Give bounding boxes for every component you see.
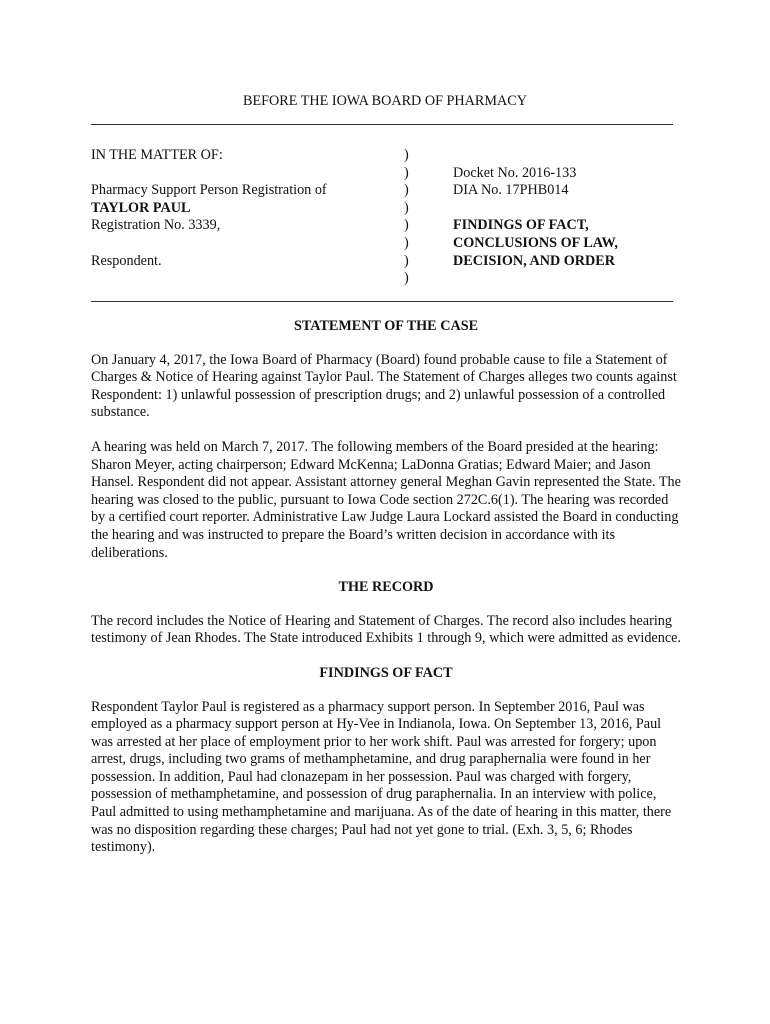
statement-heading: STATEMENT OF THE CASE [293,318,479,334]
board-title: BEFORE THE IOWA BOARD OF PHARMACY [243,93,527,109]
docket-number: Docket No. 2016-133 [453,164,577,181]
caption-right [453,147,693,270]
record-heading: THE RECORD [338,579,434,596]
respondent-label: Respondent. [91,252,162,269]
paren: ) [404,270,409,287]
caption-spacer [453,147,693,165]
caption-spacer [91,165,391,183]
caption-top-rule [91,124,673,125]
registration-of: Pharmacy Support Person Registration of [91,182,327,199]
document-title-line2: CONCLUSIONS OF LAW, [453,234,618,251]
findings-heading: FINDINGS OF FACT [319,664,453,681]
document-body [91,318,681,874]
record-paragraph-1: The record includes the Notice of Hearing and Statement of Charges. The record also includes hearing testimony of Jean Rhodes. The State introduced Exhibits 1 through 9, which were admitted as evidence. [91,612,681,647]
caption-left [91,147,391,270]
paren: ) [404,217,409,234]
respondent-name: TAYLOR PAUL [91,199,191,216]
paren: ) [404,252,409,269]
paren: ) [404,164,409,181]
paren: ) [404,234,409,251]
statement-paragraph-1: On January 4, 2017, the Iowa Board of Pharmacy (Board) found probable cause to file a Statement of Charges & Notice of Hearing against Taylor Paul. The Statement of Charges alleges two counts against Respondent: 1) unlawful possession of prescription drugs; and 2) unlawful possession of a controlled substance. [91,351,677,421]
paren: ) [404,147,409,163]
dia-number: DIA No. 17PHB014 [453,182,569,199]
findings-paragraph-1: Respondent Taylor Paul is registered as a pharmacy support person. In September 2016, Paul was employed as a pharmacy support person at Hy-Vee in Indianola, Iowa. On September 13, 2016, Paul was arrested at her place of employment prior to her work shift. Paul was arrested for forgery; upon arrest, drugs, including two grams of methamphetamine, and drug paraphernalia were found in her possession. In addition, Paul had clonazepam in her possession. Paul was charged with forgery, possession of methamphetamine, and possession of drug paraphernalia. In an interview with police, Paul admitted to using methamphetamine and marijuana. As of the date of hearing in this matter, there was no disposition regarding these charges; Paul had not yet gone to trial. (Exh. 3, 5, 6; Rhodes testimony). [91,698,672,856]
document-title-line1: FINDINGS OF FACT, [453,217,589,234]
caption-spacer [453,200,693,218]
document-title-line3: DECISION, AND ORDER [453,252,615,269]
caption-parentheses [404,147,416,288]
paren: ) [404,182,409,199]
matter-label: IN THE MATTER OF: [91,147,223,163]
caption-spacer [91,235,391,253]
statement-paragraph-2: A hearing was held on March 7, 2017. The following members of the Board presided at the hearing: Sharon Meyer, acting chairperson; Edward McKenna; LaDonna Gratias; Edward Maier; and Jason Hansel. Respondent did not appear. Assistant attorney general Meghan Gavin represented the State. The hearing was closed to the public, pursuant to Iowa Code section 272C.6(1). The hearing was recorded by a certified court reporter. Administrative Law Judge Laura Lockard assisted the Board in conducting the hearing and was instructed to prepare the Board’s written decision in accordance with its deliberations. [91,438,681,561]
registration-number: Registration No. 3339, [91,217,221,234]
paren: ) [404,199,409,216]
caption-bottom-rule [91,301,673,302]
